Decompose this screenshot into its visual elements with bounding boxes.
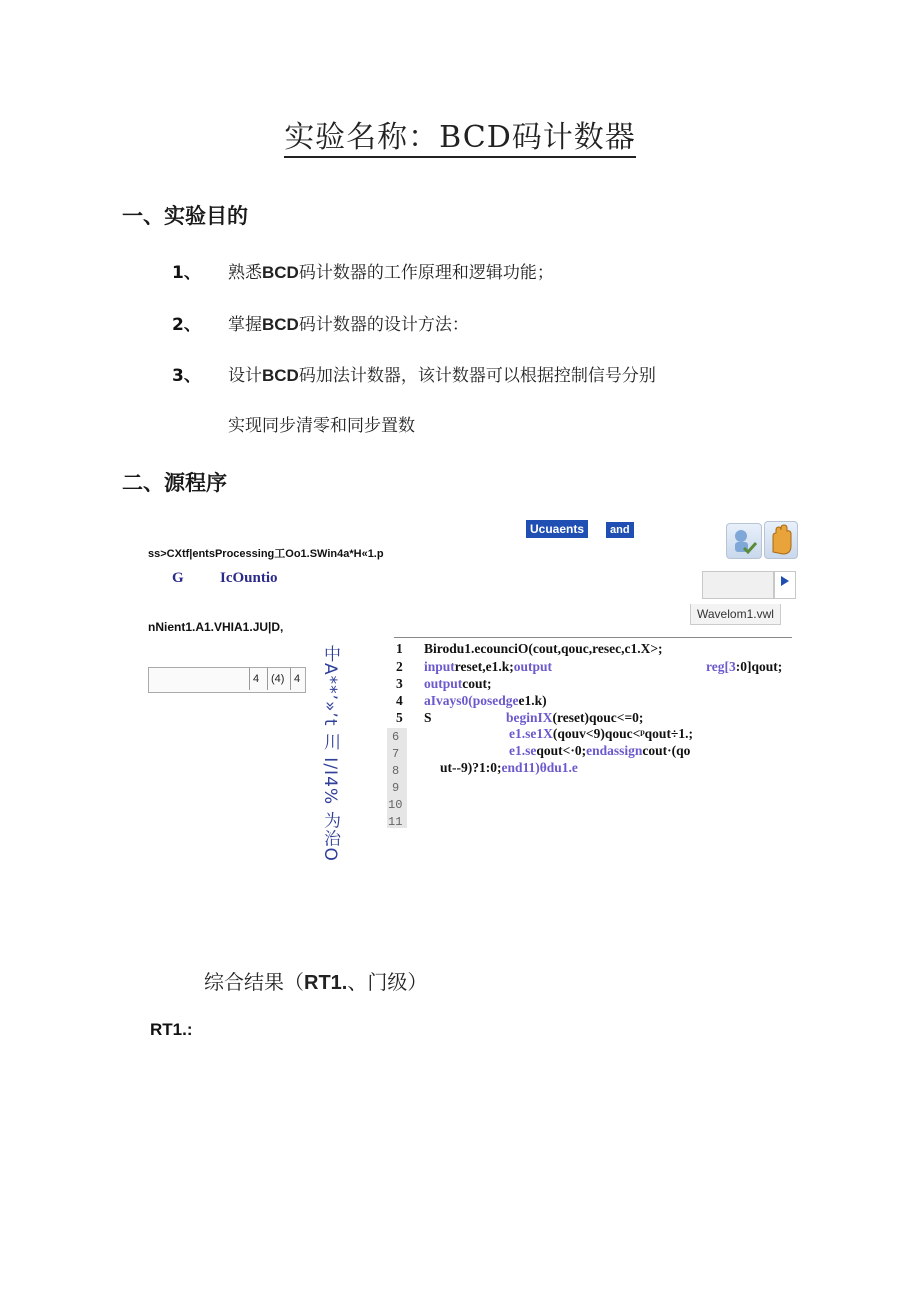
bus-seg: (4) xyxy=(267,668,284,690)
code-line-1: Birodu1.ecounciO(cout,qouc,resec,c1.X>; xyxy=(424,641,663,656)
gutter-line-number: 7 xyxy=(392,747,400,761)
code-line-4: aIvays0(posedgee1.k) xyxy=(424,693,547,708)
waveform-tab[interactable]: Wavelom1.vwl xyxy=(690,604,781,625)
item-number: 1、 xyxy=(172,263,201,283)
scroll-arrow-icon[interactable] xyxy=(774,571,796,599)
page-title: 实验名称：BCD码计数器 xyxy=(0,112,920,156)
item-number: 3、 xyxy=(172,366,201,386)
rtl-label: RT1.: xyxy=(150,1020,193,1039)
bus-seg: 4 xyxy=(290,668,300,690)
section-heading-purpose: 一、实验目的 xyxy=(122,204,248,228)
instance-path: nNient1.A1.VHIA1.JU|D, xyxy=(148,620,284,634)
code-line-7: e1.seqout<·0;endassigncout·(qo xyxy=(509,743,691,758)
menu-chip-and[interactable]: and xyxy=(606,522,634,538)
code-line-6: e1.se1X(qouv<9)qouc<ᵖqout÷1.; xyxy=(509,726,693,741)
gutter-line-number: 9 xyxy=(392,781,400,795)
item-number: 2、 xyxy=(172,315,201,335)
line-number: 3 xyxy=(396,676,403,691)
purpose-item-3-continued: 实现同步清零和同步置数 xyxy=(228,416,415,436)
hand-tool-icon[interactable] xyxy=(764,521,798,559)
function-label: IcOuntio xyxy=(220,570,278,586)
code-line-2-tail: reg[3:0]qout; xyxy=(706,659,783,674)
line-number: 5 xyxy=(396,710,403,725)
section-heading-source: 二、源程序 xyxy=(122,471,227,495)
code-top-rule xyxy=(394,637,792,638)
line-number: 4 xyxy=(396,693,403,708)
check-document-icon[interactable] xyxy=(726,523,762,559)
bus-value-bar xyxy=(148,667,306,693)
code-line-2: inputreset,e1.k;output xyxy=(424,659,553,674)
code-line-3: outputcout; xyxy=(424,676,492,691)
menu-chip-documents[interactable]: Ucuaents xyxy=(526,520,588,538)
gutter-line-number: 10 xyxy=(388,798,403,812)
code-line-5-start: S xyxy=(424,710,432,725)
gutter-line-number: 11 xyxy=(388,815,403,829)
code-line-8: ut--9)?1:0;end11)θdu1.e xyxy=(440,760,578,775)
project-path: ss>CXtf|entsProcessing工Oo1.SWin4a*H«1.p xyxy=(148,548,384,560)
purpose-item-3: 设计BCD码加法计数器，该计数器可以根据控制信号分别 xyxy=(228,366,656,386)
purpose-item-1: 熟悉BCD码计数器的工作原理和逻辑功能； xyxy=(228,263,554,283)
line-number: 2 xyxy=(396,659,403,674)
g-label: G xyxy=(172,570,184,586)
code-line-5: beginIX(reset)qouc<=0; xyxy=(506,710,644,725)
purpose-item-2: 掌握BCD码计数器的设计方法： xyxy=(228,315,469,335)
section-heading-synthesis: 综合结果（RT1.、门级） xyxy=(204,970,428,994)
bus-seg: 4 xyxy=(249,668,259,690)
gutter-line-number: 6 xyxy=(392,730,400,744)
line-number: 1 xyxy=(396,641,403,656)
toolbar-panel xyxy=(702,571,774,599)
gutter-line-number: 8 xyxy=(392,764,400,778)
vertical-ocr-text: 中A**’»’t 川 I/I4% 为治O xyxy=(320,645,340,862)
